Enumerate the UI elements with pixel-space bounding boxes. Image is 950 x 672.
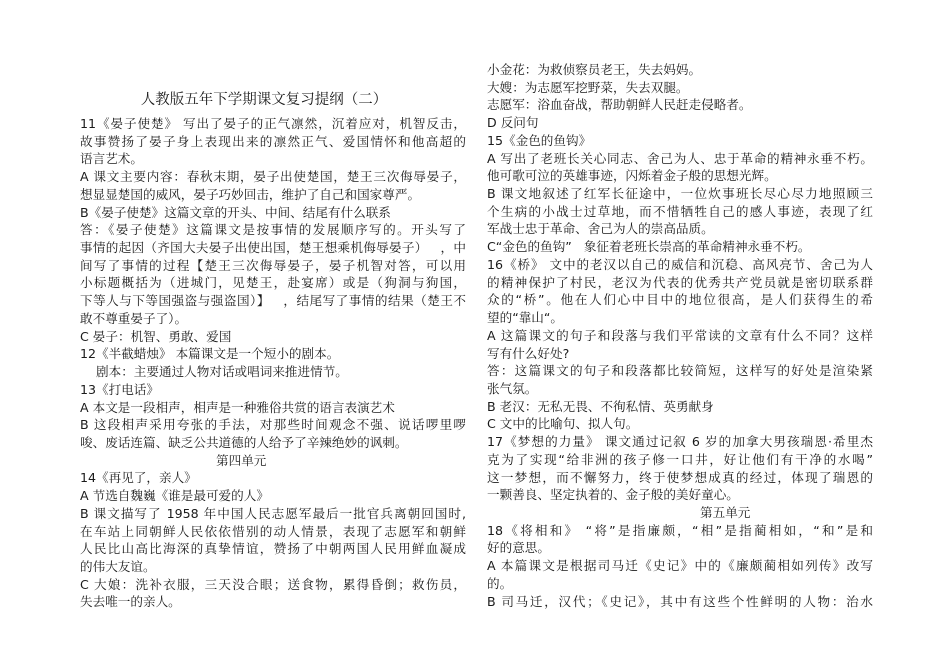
- text-line: 事情的起因（齐国大夫晏子出使出国，楚王想乘机侮辱晏子） ，中: [80, 240, 466, 256]
- text-line: 一颗善良、坚定执着的、金子般的美好童心。: [487, 487, 739, 503]
- text-line: 下等人与下等国强盗与强盗国）】 ，结尾写了事情的结果（楚王不: [80, 293, 466, 309]
- text-line: 答：《晏子使楚》这篇课文是按事情的发展顺序写的。开头写了: [80, 222, 466, 238]
- section-heading: 第五单元: [700, 504, 751, 520]
- text-line: B《晏子使楚》这篇文章的开头、中间、结尾有什么联系: [80, 204, 391, 220]
- text-line: 的。: [487, 575, 513, 591]
- text-line: 个生病的小战士过草地，而不惜牺牲自己的感人事迹，表现了红: [487, 203, 873, 219]
- text-line: B 课文描写了 1958 年中国人民志愿军最后一批官兵离朝回国时,: [80, 505, 466, 521]
- text-line: 15《金色的鱼钩》: [487, 132, 592, 148]
- text-line: C“金色的鱼钩” 象征着老班长崇高的革命精神永垂不朽。: [487, 239, 811, 255]
- text-line: 语言艺术。: [80, 151, 143, 167]
- text-line: 18《将相和》 “将”是指廉颇，“相”是指蔺相如，“和”是和: [487, 522, 873, 538]
- text-line: 望的“靠山“。: [487, 310, 564, 326]
- text-line: A 这篇课文的句子和段落与我们平常读的文章有什么不同？这样: [487, 327, 873, 343]
- text-line: 大嫂：为志愿军挖野菜，失去双腿。: [487, 79, 689, 95]
- text-line: 14《再见了，亲人》: [80, 470, 197, 486]
- text-line: 的精神保护了村民，老汉为代表的优秀共产党员就是密切联系群: [487, 274, 873, 290]
- text-line: 小标题概括为（进城门，见楚王，赴宴席）或是（狗洞与狗国，: [80, 275, 466, 291]
- text-line: 13《打电话》: [80, 381, 159, 397]
- text-line: 17《梦想的力量》 课文通过记叙 6 岁的加拿大男孩瑞恩·希里杰: [487, 434, 873, 450]
- text-line: 写有什么好处?: [487, 345, 570, 361]
- text-line: D 反问句: [487, 115, 539, 131]
- text-line: 16《桥》 文中的老汉以自己的威信和沉稳、高风亮节、舍己为人: [487, 256, 873, 272]
- text-line: 故事赞扬了晏子身上表现出来的凛然正气、爱国情怀和他高超的: [80, 133, 466, 149]
- text-line: 好的意思。: [487, 540, 550, 556]
- text-line: A 课文主要内容：春秋末期，晏子出使楚国，楚王三次侮辱晏子，: [80, 169, 466, 185]
- text-line: A 本文是一段相声，相声是一种雅俗共赏的语言表演艺术: [80, 399, 395, 415]
- text-line: 在车站上同朝鲜人民依依惜别的动人情景，表现了志愿军和朝鲜: [80, 523, 466, 539]
- text-line: A 写出了老班长关心同志、舍己为人、忠于革命的精神永垂不朽。: [487, 150, 873, 166]
- left-column: [80, 115, 466, 611]
- text-line: 张气氛。: [487, 380, 538, 396]
- text-line: C 文中的比喻句、拟人句。: [487, 416, 639, 432]
- text-line: B 司马迁，汉代；《史记》，其中有这些个性鲜明的人物：治水: [487, 593, 873, 609]
- text-line: 这一梦想，而不懈努力，终于使梦想成真的经过，体现了瑞恩的: [487, 469, 873, 485]
- text-line: 的伟大友谊。: [80, 558, 156, 574]
- text-line: 志愿军：浴血奋战，帮助朝鲜人民赶走侵略者。: [487, 97, 752, 113]
- text-line: A 本篇课文是根据司马迁《史记》中的《廉颇蔺相如列传》改写: [487, 558, 873, 574]
- text-line: 答：这篇课文的句子和段落都比较简短，这样写的好处是渲染紧: [487, 363, 873, 379]
- document-title: 人教版五年下学期课文复习提纲（二）: [140, 92, 388, 108]
- text-line: 间写了事情的过程【楚王三次侮辱晏子，晏子机智对答，可以用: [80, 257, 466, 273]
- right-column: [487, 61, 873, 610]
- text-line: 人民比山高比海深的真挚情谊，赞扬了中朝两国人民用鲜血凝成: [80, 541, 466, 557]
- text-line: C 晏子：机智、勇敢、爱国: [80, 328, 232, 344]
- text-line: B 老汉：无私无畏、不徇私情、英勇献身: [487, 398, 714, 414]
- text-line: B 这段相声采用夸张的手法，对那些时间观念不强、说话啰里啰: [80, 417, 466, 433]
- text-line: 11《晏子使楚》 写出了晏子的正气凛然，沉着应对，机智反击，: [80, 116, 466, 131]
- section-heading: 第四单元: [216, 452, 267, 468]
- text-line: 他可歌可泣的英雄事迹，闪烁着金子般的思想光辉。: [487, 168, 777, 184]
- text-line: 剧本：主要通过人物对话或唱词来推进情节。: [96, 364, 348, 380]
- text-line: 众的“桥”。他在人们心中目中的地位很高，是人们获得生的希: [487, 292, 873, 308]
- text-line: 12《半截蜡烛》 本篇课文是一个短小的剧本。: [80, 346, 340, 362]
- text-line: 失去唯一的亲人。: [80, 594, 181, 610]
- text-line: C 大娘：洗补衣服，三天没合眼；送食物，累得昏倒；救伤员，: [80, 576, 466, 592]
- text-line: 军战士忠于革命、舍己为人的崇高品质。: [487, 221, 714, 237]
- text-line: 唆、废话连篇、缺乏公共道德的人给予了辛辣绝妙的讽刺。: [80, 434, 408, 450]
- text-line: B 课文地叙述了红军长征途中，一位炊事班长尽心尽力地照顾三: [487, 186, 873, 202]
- text-line: 克为了实现“给非洲的孩子修一口井，好让他们有干净的水喝”: [487, 451, 873, 467]
- text-line: 想显显楚国的威风，晏子巧妙回击，维护了自己和国家尊严。: [80, 186, 421, 202]
- text-line: 小金花：为救侦察员老王，失去妈妈。: [487, 62, 702, 77]
- text-line: 敢不尊重晏子了）。: [80, 310, 188, 326]
- text-line: A 节选自魏巍《谁是最可爱的人》: [80, 488, 269, 504]
